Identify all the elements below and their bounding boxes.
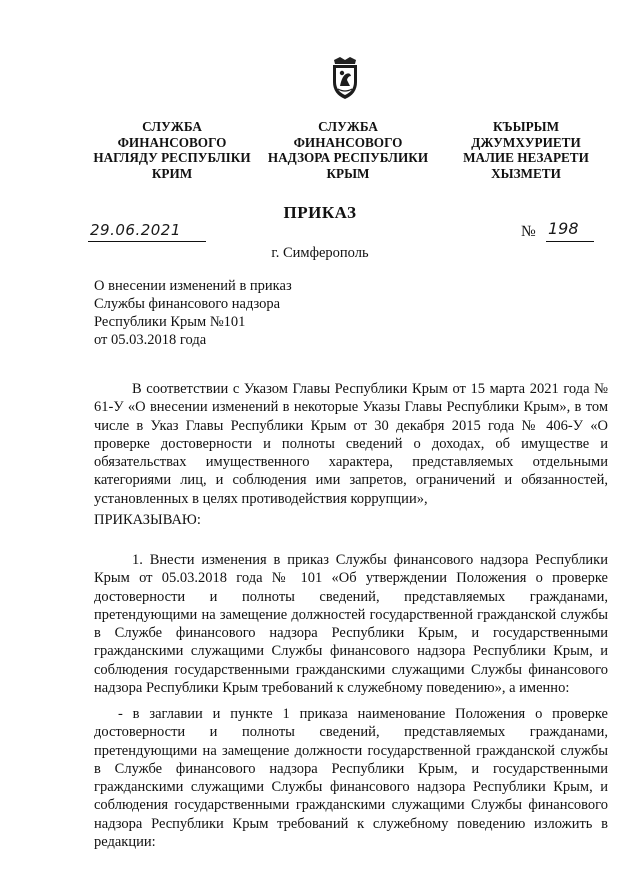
preamble-paragraph: В соответствии с Указом Главы Республики Крым от 15 марта 2021 года № 61-У «О внесении изменений в некоторые Указы Главы Республики Крым», в том числе в Указ Главы Республики Крым от 30 декабря 2015 года № 406-У «О проверке достоверности и полноты сведений о доходах, об имуществе и обязательствах имущественного характера, представляемых отдельными категориями лиц, и соблюдения ими запретов, ограничений и обязанностей, установленных в целях противодействия коррупции», bbox=[94, 381, 608, 507]
org-name-ukrainian: СЛУЖБА ФИНАНСОВОГО НАГЛЯДУ РЕСПУБЛІКИ КРИМ bbox=[93, 119, 251, 181]
coat-of-arms-icon bbox=[330, 56, 360, 100]
order-city: г. Симферополь bbox=[271, 245, 369, 261]
clause-1-subitem-paragraph: - в заглавии и пункте 1 приказа наименование Положения о проверке достоверности и полноты сведений, представляемых гражданами, претендующими на замещение должности государственной гражданской службы в Службе финансового надзора Республики Крым, и государственными гражданскими служащими Службы финансового надзора Республики Крым, и соблюдения государственными гражданскими служащими Службы финансового надзора Республики Крым требований к служебному поведению изложить в редакции: bbox=[94, 706, 608, 851]
subject-line: О внесении изменений в приказ bbox=[94, 278, 292, 294]
clause-1-paragraph: 1. Внести изменения в приказ Службы финансового надзора Республики Крым от 05.03.2018 года № 101 «Об утверждении Положения о проверке достоверности и полноты сведений, представляемых гражданами, претендующими на замещение должностей государственной гражданской службы в Службе финансового надзора Республики Крым, и государственными гражданскими служащими Службы финансового надзора Республики Крым, и соблюдения государственными гражданскими служащими Службы финансового надзора Республики Крым требований к служебному поведению», а именно: bbox=[94, 552, 608, 697]
decree-heading: ПРИКАЗЫВАЮ: bbox=[94, 512, 201, 528]
order-date: 29.06.2021 bbox=[90, 221, 181, 239]
subject-line: Службы финансового надзора bbox=[94, 296, 281, 312]
document-title: ПРИКАЗ bbox=[283, 203, 357, 222]
crimea-coat-of-arms-icon bbox=[330, 56, 360, 100]
order-number-field bbox=[546, 219, 594, 242]
subject-line: Республики Крым №101 bbox=[94, 314, 246, 330]
org-name-crimean-tatar: КЪЫРЫМ ДЖУМХУРИЕТИ МАЛИЕ НЕЗАРЕТИ ХЫЗМЕТИ bbox=[463, 119, 589, 181]
org-name-russian: СЛУЖБА ФИНАНСОВОГО НАДЗОРА РЕСПУБЛИКИ КРЫМ bbox=[267, 119, 429, 181]
subject-line: от 05.03.2018 года bbox=[94, 332, 207, 348]
order-subject bbox=[94, 277, 292, 349]
order-date-field bbox=[88, 222, 206, 242]
order-number: 198 bbox=[548, 219, 579, 238]
order-number-label: № bbox=[521, 223, 536, 240]
